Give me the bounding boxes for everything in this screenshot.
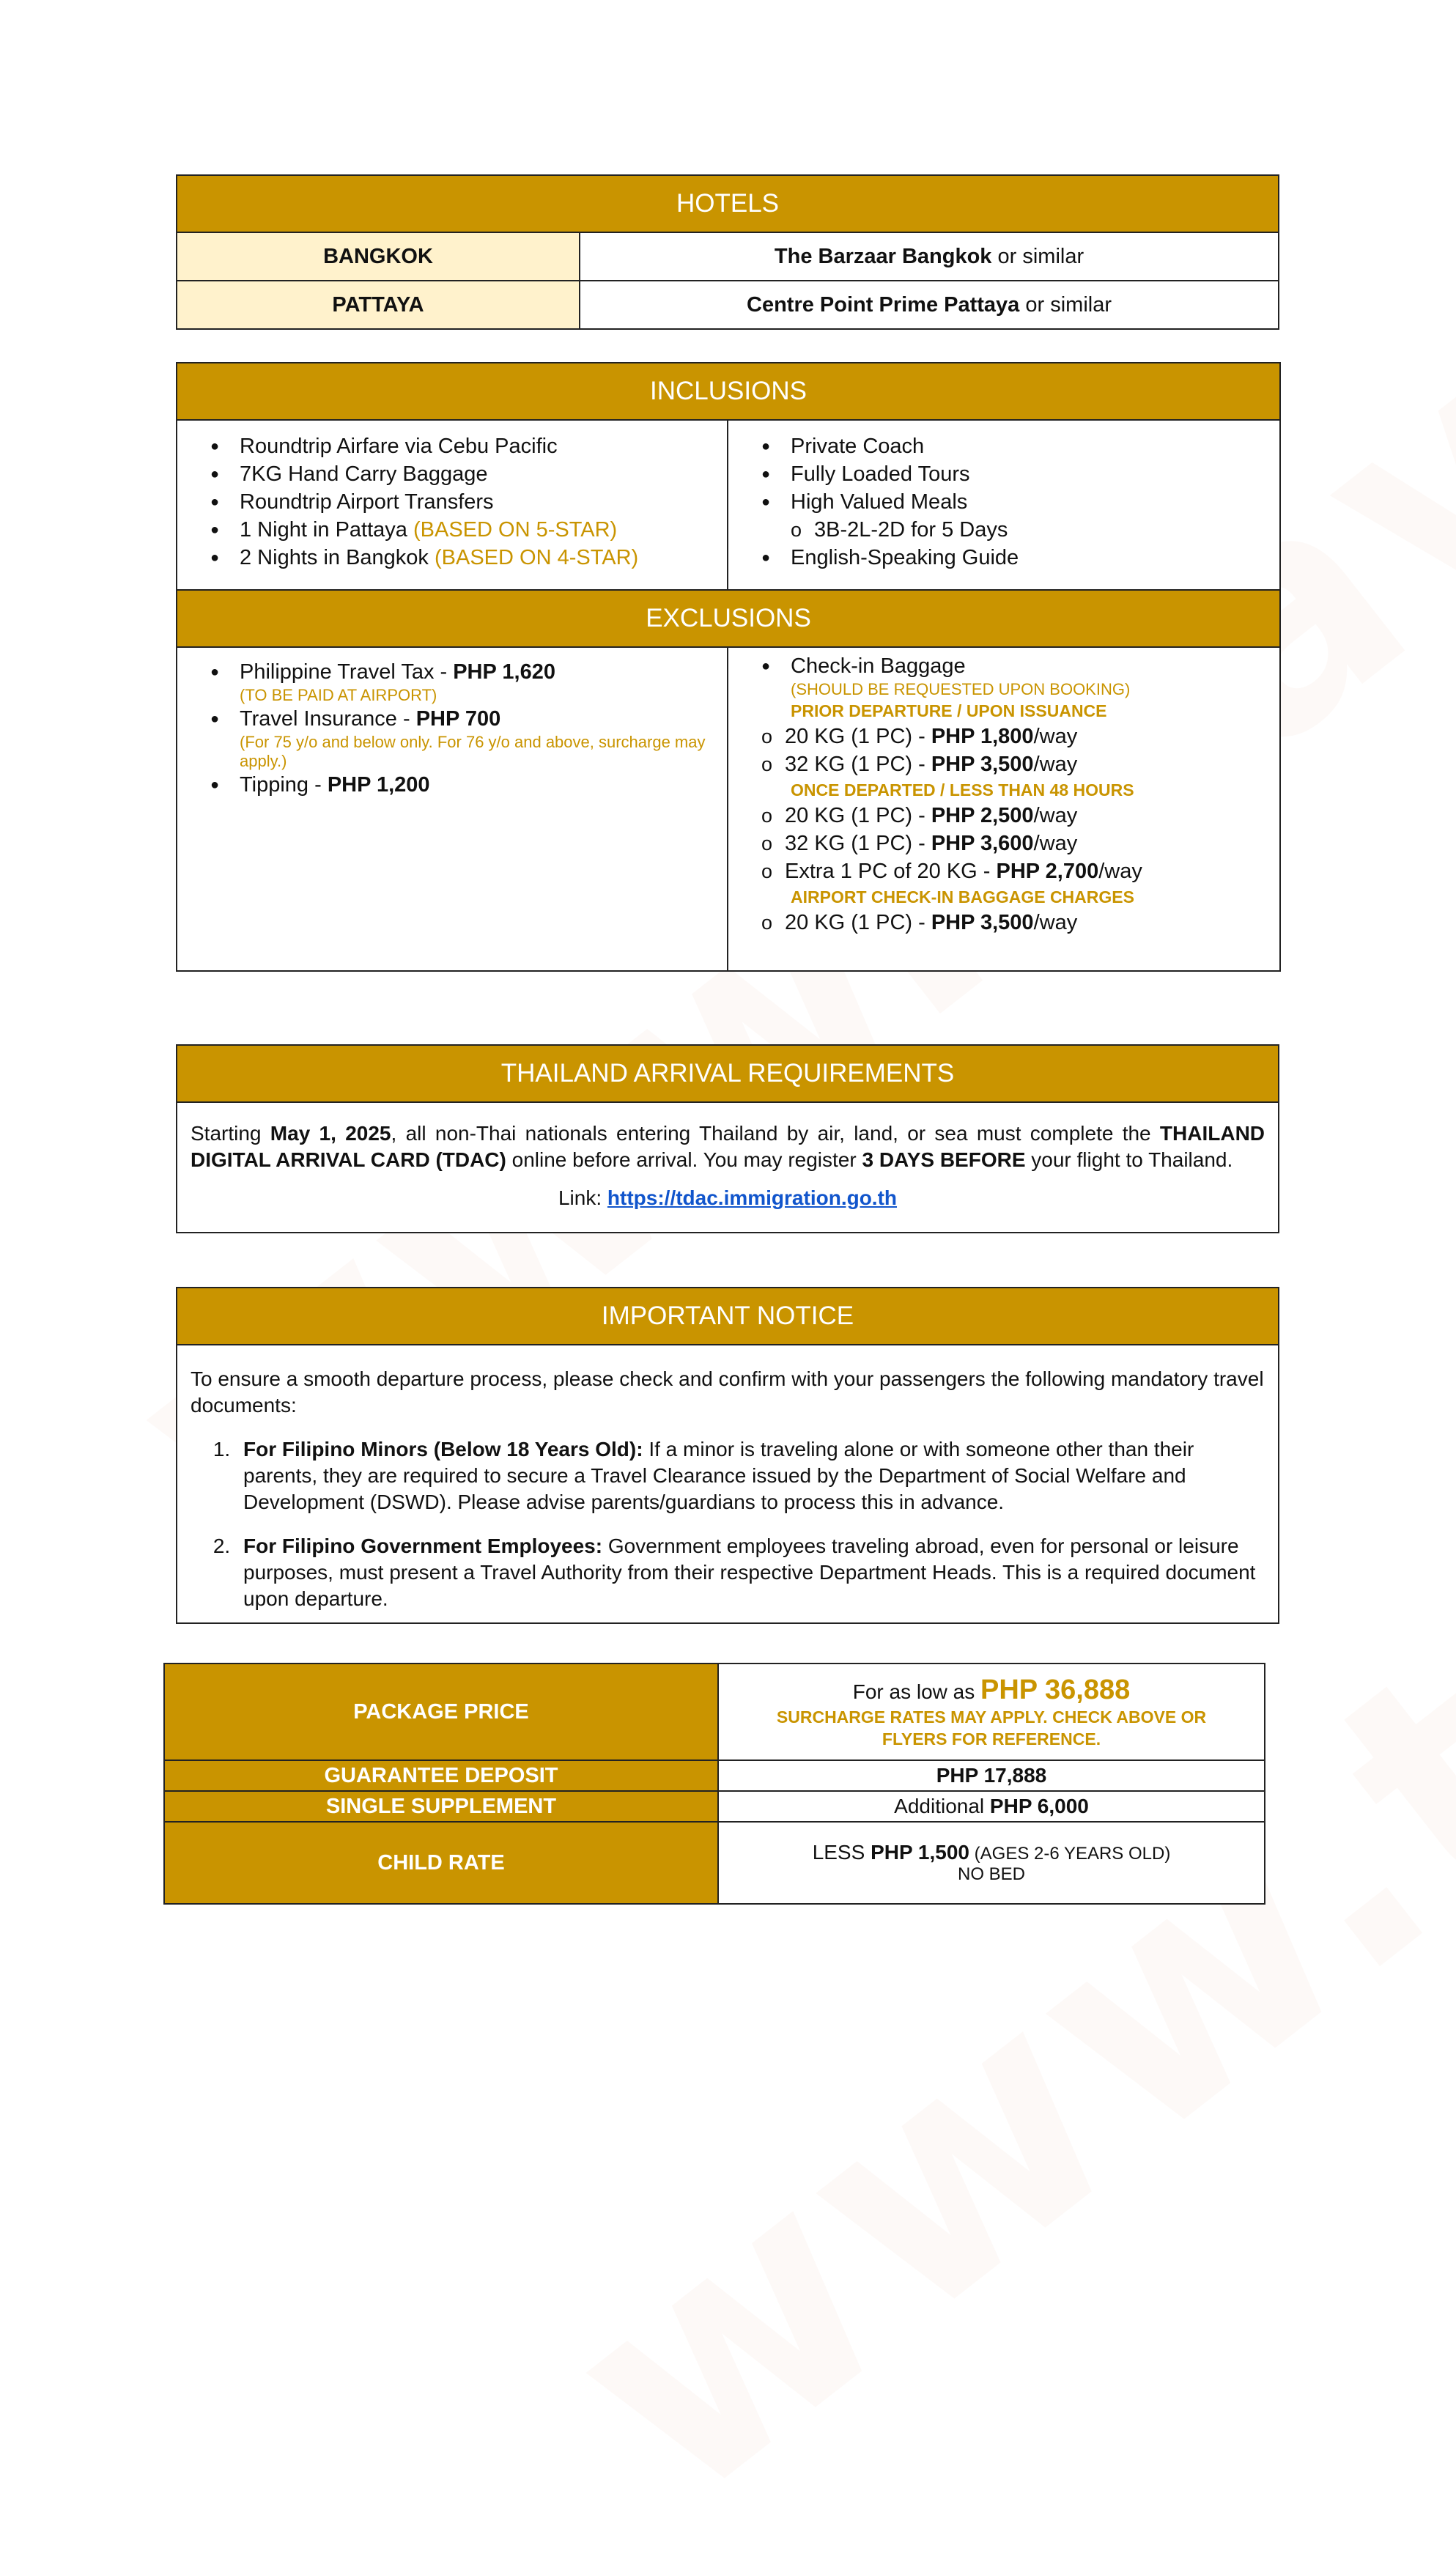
baggage-rate	[761, 802, 1279, 830]
inclusions-right	[728, 421, 1279, 589]
baggage-rate-unit: /way	[1033, 804, 1078, 827]
date: May 1, 2025	[270, 1122, 391, 1145]
exclusion-item	[210, 771, 727, 799]
inclusion-note: (BASED ON 4-STAR)	[434, 546, 639, 569]
baggage-section-title: PRIOR DEPARTURE / UPON ISSUANCE	[791, 701, 1107, 720]
baggage-rate-value: PHP 2,700	[996, 860, 1099, 883]
hotel-name: Centre Point Prime Pattaya	[747, 293, 1020, 317]
baggage-rate-value: PHP 2,500	[931, 804, 1034, 827]
baggage-section-title: AIRPORT CHECK-IN BAGGAGE CHARGES	[791, 887, 1134, 906]
single-supplement-value: PHP 6,000	[989, 1795, 1089, 1817]
child-rate-line	[813, 1841, 1171, 1864]
exclusion-note: (TO BE PAID AT AIRPORT)	[240, 686, 437, 704]
child-ages: (AGES 2-6 YEARS OLD)	[969, 1844, 1171, 1864]
price-row	[165, 1760, 1264, 1790]
baggage-rate-label: Extra 1 PC of 20 KG -	[785, 860, 997, 883]
tdac-link[interactable]: https://tdac.immigration.go.th	[607, 1186, 898, 1209]
hotels-title: HOTELS	[177, 176, 1278, 232]
baggage-rate	[761, 857, 1279, 885]
card-name: THAILAND DIGITAL ARRIVAL CARD (TDAC)	[191, 1122, 1265, 1171]
baggage-rate-value: PHP 3,600	[931, 832, 1034, 855]
baggage-rate-label: 20 KG (1 PC) -	[785, 911, 931, 934]
inclusion-item: ● Private Coach	[761, 432, 1279, 460]
child-prefix: LESS	[812, 1841, 871, 1864]
package-price-cell	[719, 1664, 1264, 1760]
inclusion-item: ● Fully Loaded Tours	[761, 460, 1279, 488]
inclusion-note: (BASED ON 5-STAR)	[413, 518, 618, 542]
exclusions-left	[177, 648, 728, 970]
exclusion-note: (For 75 y/o and below only. For 76 y/o and above, surcharge may apply.)	[240, 733, 706, 770]
child-rate-label: CHILD RATE	[165, 1823, 719, 1903]
baggage-rate-value: PHP 1,800	[931, 725, 1034, 748]
hotel-name: The Barzaar Bangkok	[774, 245, 992, 268]
hotel-city: BANGKOK	[177, 233, 580, 280]
baggage-rate-unit: /way	[1033, 753, 1078, 776]
exclusions-title: EXCLUSIONS	[177, 589, 1279, 648]
price-table	[163, 1663, 1265, 1905]
exclusion-label: Philippine Travel Tax -	[240, 660, 454, 684]
hotel-name-cell	[580, 281, 1278, 328]
baggage-rate-unit: /way	[1033, 832, 1078, 855]
requirements-title: THAILAND ARRIVAL REQUIREMENTS	[177, 1046, 1278, 1103]
exclusion-value: PHP 1,200	[327, 773, 430, 797]
notice-item	[236, 1533, 1256, 1612]
price-row	[165, 1821, 1264, 1903]
baggage-rate-unit: /way	[1033, 725, 1078, 748]
deposit-value: PHP 17,888	[936, 1764, 1047, 1787]
notice-item-title: For Filipino Government Employees:	[243, 1535, 603, 1557]
inclusion-item: ● Roundtrip Airfare via Cebu Pacific	[210, 432, 727, 460]
hotel-suffix: or similar	[1019, 293, 1112, 317]
baggage-rate	[761, 909, 1279, 937]
days-before: 3 DAYS BEFORE	[862, 1148, 1026, 1171]
exclusion-value: PHP 1,620	[453, 660, 555, 684]
baggage-rate-label: 32 KG (1 PC) -	[785, 753, 931, 776]
text: , all non-Thai nationals entering Thailand by air, land, or sea must complete the	[391, 1122, 1160, 1145]
baggage-rate-label: 32 KG (1 PC) -	[785, 832, 931, 855]
exclusion-label: Tipping -	[240, 773, 328, 797]
deposit-label: GUARANTEE DEPOSIT	[165, 1761, 719, 1790]
requirements-text	[177, 1103, 1278, 1173]
baggage-rate	[761, 723, 1279, 750]
baggage-rate-label: 20 KG (1 PC) -	[785, 725, 931, 748]
notice-title: IMPORTANT NOTICE	[177, 1288, 1278, 1345]
inclusions-title: INCLUSIONS	[177, 363, 1279, 421]
baggage-rate-value: PHP 3,500	[931, 753, 1034, 776]
single-supplement-line	[894, 1795, 1089, 1818]
child-rate-value: PHP 1,500	[871, 1841, 969, 1864]
notice-item	[236, 1436, 1256, 1515]
hotels-table	[176, 174, 1279, 330]
baggage-rate-unit: /way	[1033, 911, 1078, 934]
text: online before arrival. You may register	[506, 1148, 862, 1171]
exclusion-item	[210, 658, 727, 686]
single-prefix: Additional	[894, 1795, 990, 1817]
exclusion-label: Travel Insurance -	[240, 707, 416, 731]
price-prefix: For as low as	[852, 1680, 981, 1703]
inclusion-text: 1 Night in Pattaya	[240, 518, 413, 542]
deposit-cell	[719, 1761, 1264, 1790]
price-row	[165, 1664, 1264, 1760]
single-supplement-cell	[719, 1792, 1264, 1821]
requirements-link-line	[177, 1173, 1278, 1232]
text: Starting	[191, 1122, 270, 1145]
baggage-rate	[761, 830, 1279, 857]
hotel-row	[177, 232, 1278, 280]
exclusion-item: ● Check-in Baggage	[761, 652, 1279, 680]
package-price-label: PACKAGE PRICE	[165, 1664, 719, 1760]
baggage-rate-label: 20 KG (1 PC) -	[785, 804, 931, 827]
important-notice	[176, 1287, 1279, 1624]
notice-intro: To ensure a smooth departure process, please check and confirm with your passengers the following mandatory travel documents:	[191, 1367, 1264, 1417]
arrival-requirements	[176, 1044, 1279, 1233]
hotel-suffix: or similar	[991, 245, 1084, 268]
inclusion-item	[210, 544, 727, 572]
inclusions-exclusions-table	[176, 362, 1281, 972]
inclusion-item: ● High Valued Meals	[761, 488, 1279, 516]
inclusion-subitem: o 3B-2L-2D for 5 Days	[791, 516, 1279, 544]
child-nobed: NO BED	[957, 1864, 1025, 1884]
inclusion-item	[210, 516, 727, 544]
text: your flight to Thailand.	[1025, 1148, 1233, 1171]
price-row	[165, 1790, 1264, 1821]
hotel-city: PATTAYA	[177, 281, 580, 328]
package-price-note: SURCHARGE RATES MAY APPLY. CHECK ABOVE OR FLYERS FOR REFERENCE.	[776, 1707, 1207, 1749]
notice-item-text: If a minor is traveling alone or with someone other than their parents, they are required to secure a Travel Clearance issued by the Department of Social Welfare and Development (DSWD). Please advise parents/guardians to process this in advance.	[243, 1438, 1194, 1513]
exclusion-item	[210, 705, 727, 733]
single-supplement-label: SINGLE SUPPLEMENT	[165, 1792, 719, 1821]
exclusions-right	[728, 648, 1279, 970]
notice-item-text: Government employees traveling abroad, even for personal or leisure purposes, must present a Travel Authority from their respective Department Heads. This is a required document upon departure.	[243, 1535, 1256, 1610]
inclusion-text: 2 Nights in Bangkok	[240, 546, 435, 569]
package-price-line	[853, 1674, 1131, 1706]
baggage-rate-value: PHP 3,500	[931, 911, 1034, 934]
exclusion-value: PHP 700	[415, 707, 501, 731]
inclusion-item: ● 7KG Hand Carry Baggage	[210, 460, 727, 488]
baggage-rate-unit: /way	[1098, 860, 1142, 883]
package-price-value: PHP 36,888	[980, 1674, 1131, 1705]
notice-list	[177, 1436, 1278, 1612]
notice-item-title: For Filipino Minors (Below 18 Years Old):	[243, 1438, 643, 1461]
inclusion-item: ● Roundtrip Airport Transfers	[210, 488, 727, 516]
baggage-rate	[761, 750, 1279, 778]
inclusion-item: ● English-Speaking Guide	[761, 544, 1279, 572]
child-rate-cell	[719, 1823, 1264, 1903]
hotel-name-cell	[580, 233, 1278, 280]
link-label: Link:	[558, 1186, 607, 1209]
baggage-section-title: ONCE DEPARTED / LESS THAN 48 HOURS	[791, 780, 1134, 800]
inclusions-left	[177, 421, 728, 589]
hotel-row	[177, 280, 1278, 328]
exclusion-note: (SHOULD BE REQUESTED UPON BOOKING)	[791, 680, 1131, 698]
